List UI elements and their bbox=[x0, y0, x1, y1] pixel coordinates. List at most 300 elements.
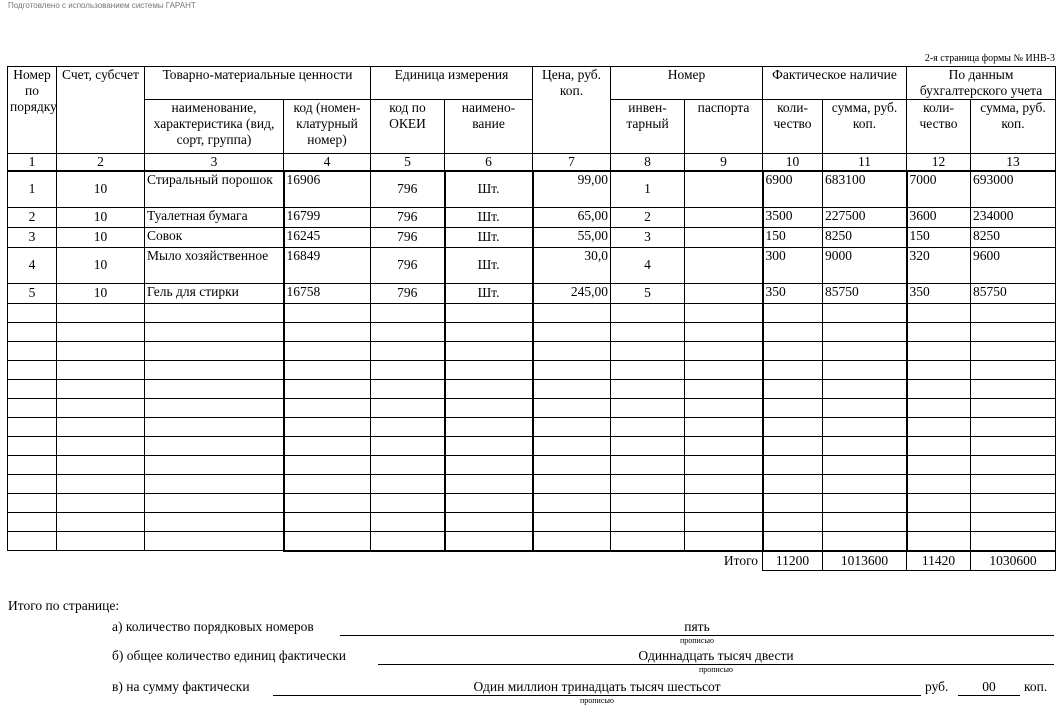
table-row bbox=[8, 227, 1056, 247]
col-number: 6 bbox=[445, 154, 533, 172]
header-inventory: инвен-тарный bbox=[611, 100, 685, 154]
col-number: 5 bbox=[371, 154, 445, 172]
empty-cell bbox=[57, 474, 145, 493]
empty-cell bbox=[145, 398, 284, 417]
empty-cell bbox=[685, 360, 763, 379]
cell-okei: 796 bbox=[371, 247, 445, 283]
empty-cell bbox=[763, 303, 823, 322]
col-number: 7 bbox=[533, 154, 611, 172]
empty-row bbox=[8, 455, 1056, 474]
header-unit: Единица измерения bbox=[371, 67, 533, 100]
cell-n: 2 bbox=[8, 207, 57, 227]
header-actual: Фактическое наличие bbox=[763, 67, 907, 100]
empty-cell bbox=[145, 493, 284, 512]
cell-pass bbox=[685, 283, 763, 303]
cell-okei: 796 bbox=[371, 207, 445, 227]
empty-cell bbox=[145, 436, 284, 455]
totals-label: Итого bbox=[723, 553, 759, 568]
cell-pass bbox=[685, 247, 763, 283]
empty-row bbox=[8, 360, 1056, 379]
col-number: 12 bbox=[907, 154, 971, 172]
empty-cell bbox=[763, 379, 823, 398]
header-account: Счет, субсчет bbox=[57, 67, 145, 154]
cell-qty: 300 bbox=[763, 247, 823, 283]
col-number: 3 bbox=[145, 154, 284, 172]
cell-price: 99,00 bbox=[533, 171, 611, 207]
totals-sum: 1013600 bbox=[823, 551, 907, 571]
empty-cell bbox=[57, 436, 145, 455]
cell-name: Мыло хозяйственное bbox=[145, 247, 284, 283]
empty-cell bbox=[533, 436, 611, 455]
empty-cell bbox=[145, 341, 284, 360]
empty-cell bbox=[371, 303, 445, 322]
empty-cell bbox=[371, 455, 445, 474]
totals-row bbox=[8, 551, 1056, 571]
empty-cell bbox=[685, 531, 763, 551]
empty-cell bbox=[823, 436, 907, 455]
empty-cell bbox=[533, 341, 611, 360]
empty-cell bbox=[685, 417, 763, 436]
cell-name: Гель для стирки bbox=[145, 283, 284, 303]
cell-price: 65,00 bbox=[533, 207, 611, 227]
empty-cell bbox=[685, 512, 763, 531]
cell-bqty: 7000 bbox=[907, 171, 971, 207]
empty-cell bbox=[823, 322, 907, 341]
empty-cell bbox=[763, 531, 823, 551]
empty-cell bbox=[284, 493, 371, 512]
empty-cell bbox=[8, 303, 57, 322]
empty-cell bbox=[907, 322, 971, 341]
empty-cell bbox=[971, 417, 1056, 436]
cell-okei: 796 bbox=[371, 283, 445, 303]
empty-cell bbox=[145, 322, 284, 341]
empty-cell bbox=[907, 493, 971, 512]
col-number: 4 bbox=[284, 154, 371, 172]
empty-cell bbox=[611, 303, 685, 322]
empty-cell bbox=[8, 512, 57, 531]
cell-sum: 85750 bbox=[823, 283, 907, 303]
empty-cell bbox=[145, 379, 284, 398]
cell-acc: 10 bbox=[57, 171, 145, 207]
empty-cell bbox=[445, 474, 533, 493]
col-number: 9 bbox=[685, 154, 763, 172]
empty-cell bbox=[763, 493, 823, 512]
empty-cell bbox=[763, 322, 823, 341]
empty-cell bbox=[611, 531, 685, 551]
cell-n: 1 bbox=[8, 171, 57, 207]
cell-inv: 1 bbox=[611, 171, 685, 207]
data-rows bbox=[8, 171, 1056, 303]
header-num: Номер по порядку bbox=[8, 67, 57, 154]
empty-cell bbox=[907, 455, 971, 474]
table-row bbox=[8, 247, 1056, 283]
summary-b-label: б) общее количество единиц фактически bbox=[112, 648, 347, 663]
empty-cell bbox=[763, 341, 823, 360]
header-row-1 bbox=[8, 67, 1056, 100]
empty-cell bbox=[823, 493, 907, 512]
empty-cell bbox=[533, 474, 611, 493]
cell-n: 5 bbox=[8, 283, 57, 303]
empty-row bbox=[8, 493, 1056, 512]
header-unit-okei: код по ОКЕИ bbox=[371, 100, 445, 154]
header-actual-qty: коли-чество bbox=[763, 100, 823, 154]
empty-cell bbox=[445, 512, 533, 531]
cell-acc: 10 bbox=[57, 283, 145, 303]
empty-cell bbox=[907, 474, 971, 493]
empty-cell bbox=[57, 360, 145, 379]
empty-cell bbox=[907, 398, 971, 417]
empty-cell bbox=[611, 436, 685, 455]
cell-sum: 683100 bbox=[823, 171, 907, 207]
empty-cell bbox=[445, 493, 533, 512]
header-goods: Товарно-материальные ценности bbox=[145, 67, 371, 100]
cell-qty: 150 bbox=[763, 227, 823, 247]
col-number: 11 bbox=[823, 154, 907, 172]
empty-cell bbox=[8, 360, 57, 379]
empty-cell bbox=[907, 303, 971, 322]
empty-cell bbox=[8, 531, 57, 551]
empty-cell bbox=[284, 379, 371, 398]
cell-price: 55,00 bbox=[533, 227, 611, 247]
cell-acc: 10 bbox=[57, 227, 145, 247]
empty-cell bbox=[685, 474, 763, 493]
cell-unit: Шт. bbox=[445, 171, 533, 207]
header-goods-code: код (номен-клатурный номер) bbox=[284, 100, 371, 154]
empty-cell bbox=[763, 417, 823, 436]
empty-cell bbox=[611, 341, 685, 360]
empty-cell bbox=[145, 512, 284, 531]
cell-acc: 10 bbox=[57, 207, 145, 227]
cell-sum: 227500 bbox=[823, 207, 907, 227]
empty-cell bbox=[371, 531, 445, 551]
empty-row bbox=[8, 512, 1056, 531]
cell-name: Стиральный порошок bbox=[145, 171, 284, 207]
empty-cell bbox=[8, 493, 57, 512]
empty-cell bbox=[371, 474, 445, 493]
cell-inv: 5 bbox=[611, 283, 685, 303]
empty-cell bbox=[533, 512, 611, 531]
empty-cell bbox=[445, 360, 533, 379]
empty-cell bbox=[823, 512, 907, 531]
empty-cell bbox=[533, 493, 611, 512]
kop-value: 00 bbox=[958, 679, 1020, 696]
totals-qty: 11200 bbox=[763, 551, 823, 571]
empty-cell bbox=[284, 303, 371, 322]
empty-cell bbox=[533, 322, 611, 341]
col-number: 13 bbox=[971, 154, 1056, 172]
empty-row bbox=[8, 474, 1056, 493]
empty-row bbox=[8, 379, 1056, 398]
empty-cell bbox=[611, 360, 685, 379]
empty-cell bbox=[145, 531, 284, 551]
inventory-table bbox=[7, 66, 1056, 571]
cell-unit: Шт. bbox=[445, 283, 533, 303]
empty-cell bbox=[57, 341, 145, 360]
cell-okei: 796 bbox=[371, 171, 445, 207]
empty-cell bbox=[57, 455, 145, 474]
empty-row bbox=[8, 417, 1056, 436]
empty-cell bbox=[611, 322, 685, 341]
empty-cell bbox=[533, 417, 611, 436]
empty-cell bbox=[371, 512, 445, 531]
empty-cell bbox=[284, 341, 371, 360]
cell-price: 245,00 bbox=[533, 283, 611, 303]
empty-cell bbox=[907, 379, 971, 398]
empty-cell bbox=[145, 360, 284, 379]
header-row-2 bbox=[8, 100, 1056, 154]
empty-cell bbox=[823, 474, 907, 493]
empty-cell bbox=[971, 360, 1056, 379]
empty-cell bbox=[971, 398, 1056, 417]
empty-cell bbox=[284, 322, 371, 341]
empty-cell bbox=[907, 417, 971, 436]
header-unit-name: наимено-вание bbox=[445, 100, 533, 154]
empty-cell bbox=[284, 360, 371, 379]
empty-cell bbox=[823, 341, 907, 360]
empty-cell bbox=[445, 322, 533, 341]
empty-row bbox=[8, 341, 1056, 360]
header-books: По данным бухгалтерского учета bbox=[907, 67, 1056, 100]
empty-cell bbox=[284, 474, 371, 493]
cell-unit: Шт. bbox=[445, 207, 533, 227]
empty-cell bbox=[145, 455, 284, 474]
col-number: 10 bbox=[763, 154, 823, 172]
empty-cell bbox=[685, 436, 763, 455]
totals-books-qty: 11420 bbox=[907, 551, 971, 571]
cell-name: Совок bbox=[145, 227, 284, 247]
empty-cell bbox=[8, 474, 57, 493]
empty-cell bbox=[763, 455, 823, 474]
empty-cell bbox=[371, 398, 445, 417]
cell-bqty: 350 bbox=[907, 283, 971, 303]
header-goods-name: наименование, характеристика (вид, сорт, группа) bbox=[145, 100, 284, 154]
empty-cell bbox=[907, 360, 971, 379]
empty-row bbox=[8, 436, 1056, 455]
empty-cell bbox=[611, 398, 685, 417]
empty-cell bbox=[445, 455, 533, 474]
empty-cell bbox=[8, 398, 57, 417]
empty-rows bbox=[8, 303, 1056, 551]
empty-cell bbox=[445, 303, 533, 322]
empty-cell bbox=[57, 417, 145, 436]
empty-cell bbox=[763, 474, 823, 493]
empty-cell bbox=[823, 455, 907, 474]
empty-row bbox=[8, 303, 1056, 322]
empty-cell bbox=[823, 360, 907, 379]
empty-cell bbox=[145, 303, 284, 322]
empty-cell bbox=[8, 322, 57, 341]
empty-cell bbox=[371, 493, 445, 512]
cell-qty: 350 bbox=[763, 283, 823, 303]
empty-cell bbox=[445, 531, 533, 551]
table-row bbox=[8, 171, 1056, 207]
cell-acc: 10 bbox=[57, 247, 145, 283]
empty-row bbox=[8, 531, 1056, 551]
empty-cell bbox=[611, 512, 685, 531]
empty-cell bbox=[685, 341, 763, 360]
summary-a-caption: прописью bbox=[679, 636, 715, 645]
empty-cell bbox=[971, 341, 1056, 360]
empty-cell bbox=[284, 531, 371, 551]
empty-cell bbox=[823, 379, 907, 398]
empty-cell bbox=[533, 379, 611, 398]
empty-cell bbox=[823, 398, 907, 417]
empty-cell bbox=[533, 360, 611, 379]
empty-cell bbox=[533, 398, 611, 417]
empty-cell bbox=[823, 531, 907, 551]
cell-name: Туалетная бумага bbox=[145, 207, 284, 227]
cell-code: 16799 bbox=[284, 207, 371, 227]
garant-note: Подготовлено с использованием системы ГАРАНТ bbox=[8, 1, 196, 10]
empty-cell bbox=[371, 360, 445, 379]
empty-cell bbox=[907, 436, 971, 455]
table-row bbox=[8, 283, 1056, 303]
empty-cell bbox=[907, 512, 971, 531]
cell-qty: 3500 bbox=[763, 207, 823, 227]
empty-cell bbox=[57, 531, 145, 551]
header-actual-sum: сумма, руб. коп. bbox=[823, 100, 907, 154]
empty-cell bbox=[823, 303, 907, 322]
cell-bsum: 8250 bbox=[971, 227, 1056, 247]
col-number: 2 bbox=[57, 154, 145, 172]
empty-cell bbox=[685, 379, 763, 398]
empty-cell bbox=[533, 303, 611, 322]
empty-cell bbox=[284, 398, 371, 417]
empty-cell bbox=[907, 341, 971, 360]
summary-title: Итого по странице: bbox=[8, 598, 120, 613]
empty-cell bbox=[763, 360, 823, 379]
empty-cell bbox=[371, 417, 445, 436]
cell-n: 4 bbox=[8, 247, 57, 283]
cell-sum: 9000 bbox=[823, 247, 907, 283]
empty-cell bbox=[611, 417, 685, 436]
empty-cell bbox=[57, 398, 145, 417]
empty-cell bbox=[371, 341, 445, 360]
header-number: Номер bbox=[611, 67, 763, 100]
summary-c-value: Один миллион тринадцать тысяч шестьсот bbox=[273, 679, 921, 696]
cell-sum: 8250 bbox=[823, 227, 907, 247]
header-books-sum: сумма, руб. коп. bbox=[971, 100, 1056, 154]
empty-cell bbox=[611, 379, 685, 398]
empty-cell bbox=[57, 493, 145, 512]
form-reference: 2-я страница формы № ИНВ-3 bbox=[924, 53, 1055, 64]
summary-c-caption: прописью bbox=[579, 696, 615, 705]
empty-cell bbox=[445, 436, 533, 455]
empty-cell bbox=[611, 493, 685, 512]
empty-cell bbox=[8, 417, 57, 436]
column-number-row bbox=[8, 154, 1056, 172]
empty-cell bbox=[8, 436, 57, 455]
empty-cell bbox=[763, 436, 823, 455]
cell-price: 30,0 bbox=[533, 247, 611, 283]
empty-cell bbox=[57, 303, 145, 322]
cell-pass bbox=[685, 207, 763, 227]
empty-cell bbox=[763, 512, 823, 531]
totals-books-sum: 1030600 bbox=[971, 551, 1056, 571]
header-price: Цена, руб. коп. bbox=[533, 67, 611, 154]
cell-code: 16849 bbox=[284, 247, 371, 283]
header-passport: паспорта bbox=[685, 100, 763, 154]
empty-cell bbox=[57, 322, 145, 341]
empty-cell bbox=[57, 379, 145, 398]
empty-cell bbox=[445, 341, 533, 360]
empty-cell bbox=[971, 512, 1056, 531]
empty-row bbox=[8, 322, 1056, 341]
empty-cell bbox=[445, 417, 533, 436]
cell-okei: 796 bbox=[371, 227, 445, 247]
empty-cell bbox=[284, 512, 371, 531]
empty-cell bbox=[971, 303, 1056, 322]
empty-cell bbox=[971, 322, 1056, 341]
cell-pass bbox=[685, 171, 763, 207]
cell-unit: Шт. bbox=[445, 247, 533, 283]
empty-cell bbox=[971, 455, 1056, 474]
summary-b-caption: прописью bbox=[698, 665, 734, 674]
empty-cell bbox=[971, 474, 1056, 493]
header-books-qty: коли-чество bbox=[907, 100, 971, 154]
col-number: 1 bbox=[8, 154, 57, 172]
summary-a-value: пять bbox=[340, 619, 1054, 636]
cell-pass bbox=[685, 227, 763, 247]
empty-cell bbox=[284, 455, 371, 474]
empty-cell bbox=[823, 417, 907, 436]
empty-cell bbox=[533, 455, 611, 474]
rub-label: руб. bbox=[925, 679, 949, 694]
empty-cell bbox=[971, 379, 1056, 398]
cell-inv: 2 bbox=[611, 207, 685, 227]
summary-c-label: в) на сумму фактически bbox=[112, 679, 250, 694]
empty-cell bbox=[8, 455, 57, 474]
empty-row bbox=[8, 398, 1056, 417]
cell-inv: 4 bbox=[611, 247, 685, 283]
empty-cell bbox=[685, 493, 763, 512]
table-row bbox=[8, 207, 1056, 227]
empty-cell bbox=[533, 531, 611, 551]
empty-cell bbox=[685, 398, 763, 417]
summary-a-label: а) количество порядковых номеров bbox=[112, 619, 314, 634]
cell-bqty: 3600 bbox=[907, 207, 971, 227]
empty-cell bbox=[907, 531, 971, 551]
empty-cell bbox=[445, 379, 533, 398]
empty-cell bbox=[371, 436, 445, 455]
empty-cell bbox=[284, 436, 371, 455]
empty-cell bbox=[611, 474, 685, 493]
empty-cell bbox=[611, 455, 685, 474]
empty-cell bbox=[145, 474, 284, 493]
empty-cell bbox=[971, 531, 1056, 551]
empty-cell bbox=[8, 379, 57, 398]
cell-unit: Шт. bbox=[445, 227, 533, 247]
empty-cell bbox=[8, 341, 57, 360]
cell-bsum: 693000 bbox=[971, 171, 1056, 207]
empty-cell bbox=[371, 322, 445, 341]
cell-inv: 3 bbox=[611, 227, 685, 247]
empty-cell bbox=[445, 398, 533, 417]
col-number: 8 bbox=[611, 154, 685, 172]
empty-cell bbox=[685, 455, 763, 474]
cell-code: 16245 bbox=[284, 227, 371, 247]
cell-bqty: 320 bbox=[907, 247, 971, 283]
cell-bsum: 9600 bbox=[971, 247, 1056, 283]
cell-code: 16758 bbox=[284, 283, 371, 303]
cell-code: 16906 bbox=[284, 171, 371, 207]
cell-bsum: 85750 bbox=[971, 283, 1056, 303]
empty-cell bbox=[145, 417, 284, 436]
empty-cell bbox=[685, 303, 763, 322]
empty-cell bbox=[763, 398, 823, 417]
empty-cell bbox=[971, 436, 1056, 455]
cell-bsum: 234000 bbox=[971, 207, 1056, 227]
